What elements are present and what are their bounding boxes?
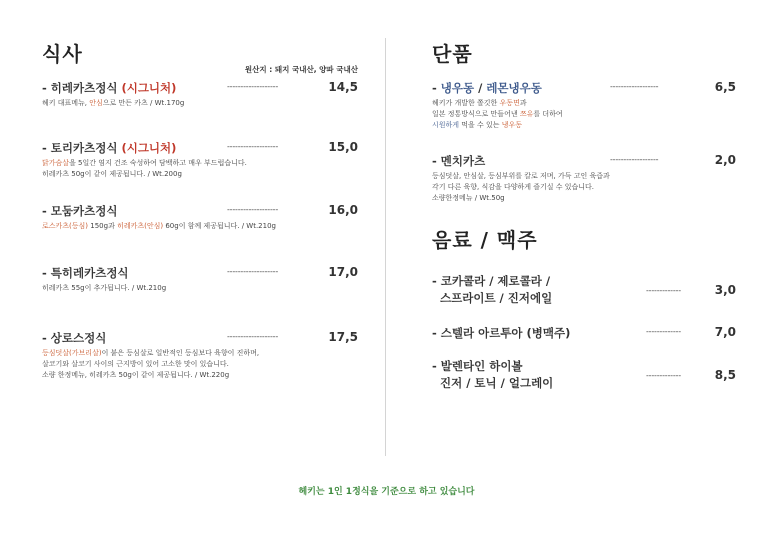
item-description — [42, 348, 358, 381]
description-text: 과 — [519, 99, 527, 107]
drink-price: 8,5 — [714, 368, 736, 382]
description-line — [42, 98, 358, 109]
origin-note: 원산지 : 돼지 국내산, 양파 국내산 — [244, 65, 358, 74]
description-text: 히레카츠 55g이 추가됩니다. / Wt.210g — [42, 284, 167, 292]
meal-name-text: 히레카츠정식 — [50, 81, 118, 95]
meal-name-text: 상로스정식 — [50, 331, 107, 345]
description-text: 등심덧살, 안심살, 등심부위를 칼로 저며, 가득 고인 육즙과 — [432, 172, 610, 180]
meal-name — [42, 330, 106, 346]
description-text: 이 붙은 등심살로 일반적인 등심보다 육향이 진하며, — [101, 349, 260, 357]
description-text: 안심 — [89, 99, 103, 107]
description-text: 히레카츠(안심) — [117, 222, 164, 230]
description-text: 살코기와 살코기 사이의 근지방이 있어 고소한 맛이 있습니다. — [42, 360, 229, 368]
description-line — [42, 158, 358, 169]
description-text: 으로 만든 카츠 / Wt.170g — [102, 99, 185, 107]
side-item — [432, 153, 736, 204]
meal-price: 17,5 — [328, 330, 358, 344]
side-list — [432, 80, 736, 204]
description-text: 를 더하여 — [533, 110, 563, 118]
description-line — [432, 182, 736, 193]
side-row — [432, 80, 736, 98]
drink-item — [432, 358, 736, 392]
meal-item — [42, 80, 358, 109]
price-leader: ------------------- — [227, 205, 279, 214]
description-text: 60g이 함께 제공됩니다. / Wt.210g — [163, 222, 276, 230]
price-leader: ------------------- — [227, 82, 279, 91]
meal-name-text: 특히레카츠정식 — [50, 266, 129, 280]
drink-name: 진저 / 토닉 / 얼그레이 — [432, 376, 554, 390]
item-dash: - — [432, 81, 441, 95]
signature-badge: (시그니처) — [121, 81, 177, 95]
description-text: 닭가슴살 — [42, 159, 70, 167]
meals-column — [42, 38, 358, 381]
drink-list — [432, 273, 736, 392]
price-leader: ------------- — [646, 286, 681, 295]
meal-row — [42, 265, 358, 283]
meal-item — [42, 140, 358, 180]
description-line — [432, 171, 736, 182]
drink-item — [432, 273, 736, 307]
description-text: 히레카츠 50g이 같이 제공됩니다. / Wt.200g — [42, 170, 182, 178]
drink-price: 3,0 — [714, 283, 736, 297]
description-text: 쯔유 — [519, 110, 534, 118]
description-line — [42, 370, 358, 381]
description-line — [42, 359, 358, 370]
description-text: 시원하게 — [432, 121, 460, 129]
item-dash: - — [42, 141, 51, 155]
description-text: 등심덧살(가브리살) — [42, 349, 102, 357]
meal-row — [42, 80, 358, 98]
price-leader: ------------------- — [227, 332, 279, 341]
drink-item — [432, 325, 736, 342]
description-text: 헤키 대표메뉴, — [42, 99, 90, 107]
description-text: 을 5일간 염지 건조 숙성하여 담백하고 매우 부드럽습니다. — [69, 159, 247, 167]
meal-name-text: 모둠카츠정식 — [50, 204, 118, 218]
meal-name — [42, 265, 129, 281]
side-price: 6,5 — [714, 80, 736, 94]
item-dash: - — [42, 81, 51, 95]
side-row — [432, 153, 736, 171]
meal-name — [42, 140, 176, 156]
side-price: 2,0 — [714, 153, 736, 167]
sides-title: 단품 — [432, 42, 473, 66]
item-description — [42, 158, 358, 180]
drinks-title: 음료 / 맥주 — [432, 228, 538, 252]
meal-price: 16,0 — [328, 203, 358, 217]
meals-title: 식사 — [42, 42, 83, 66]
meals-header — [42, 38, 358, 80]
sides-column — [432, 38, 736, 392]
meal-name — [42, 203, 117, 219]
description-line — [432, 193, 736, 204]
side-name-text: 냉우동 — [440, 81, 475, 95]
description-text: 일본 정통방식으로 만들어낸 — [432, 110, 520, 118]
item-dash: - — [42, 266, 51, 280]
description-line — [432, 109, 736, 120]
side-name-text: 레몬냉우동 — [486, 81, 542, 95]
description-line — [42, 283, 358, 294]
description-line — [432, 98, 736, 109]
side-name — [432, 153, 485, 169]
price-leader: ------------------- — [227, 142, 279, 151]
price-leader: ------------------- — [227, 267, 279, 276]
meal-item — [42, 265, 358, 294]
item-dash: - — [432, 154, 441, 168]
description-line — [42, 221, 358, 232]
item-description — [42, 221, 358, 232]
column-divider — [385, 38, 386, 456]
meal-list — [42, 80, 358, 381]
drink-price: 7,0 — [714, 325, 736, 339]
meal-name-text: 토리카츠정식 — [50, 141, 118, 155]
price-leader: ------------------ — [610, 155, 659, 164]
footer-note: 헤키는 1인 1정식을 기준으로 하고 있습니다 — [298, 487, 475, 497]
sides-header — [432, 38, 736, 80]
item-dash: - — [42, 204, 51, 218]
side-name — [432, 80, 542, 96]
meal-row — [42, 140, 358, 158]
meal-item — [42, 330, 358, 381]
description-text: 소량한정메뉴 / Wt.50g — [432, 194, 505, 202]
price-leader: ------------- — [646, 371, 681, 380]
meal-row — [42, 330, 358, 348]
description-text: 헤키가 개발한 쫄깃한 — [432, 99, 500, 107]
description-text: 냉우동 — [501, 121, 523, 129]
item-description — [432, 98, 736, 131]
meal-price: 15,0 — [328, 140, 358, 154]
drink-name: - 발렌타인 하이볼 — [432, 359, 523, 373]
drink-name: - 코카콜라 / 제로콜라 / — [432, 274, 551, 288]
description-text: 우동면 — [499, 99, 520, 107]
drink-name: 스프라이트 / 진저에일 — [432, 291, 553, 305]
signature-badge: (시그니처) — [121, 141, 177, 155]
meal-price: 17,0 — [328, 265, 358, 279]
description-text: 먹을 수 있는 — [459, 121, 502, 129]
item-dash: - — [42, 331, 51, 345]
side-name-text: / — [474, 81, 487, 95]
description-line — [432, 120, 736, 131]
description-text: 각기 다른 육향, 식감을 다양하게 즐기실 수 있습니다. — [432, 183, 595, 191]
side-item — [432, 80, 736, 131]
description-text: 로스카츠(등심) — [42, 222, 89, 230]
description-text: 소량 한정메뉴, 히레카츠 50g이 같이 제공됩니다. / Wt.220g — [42, 371, 230, 379]
description-line — [42, 169, 358, 180]
meal-price: 14,5 — [328, 80, 358, 94]
price-leader: ------------------ — [610, 82, 659, 91]
meal-name — [42, 80, 176, 96]
description-text: 150g과 — [88, 222, 118, 230]
item-description — [432, 171, 736, 204]
description-line — [42, 348, 358, 359]
meal-row — [42, 203, 358, 221]
item-description — [42, 283, 358, 294]
side-name-text: 멘치카츠 — [440, 154, 486, 168]
item-description — [42, 98, 358, 109]
meal-item — [42, 203, 358, 232]
price-leader: ------------- — [646, 327, 681, 336]
drink-name: - 스텔라 아르투아 (병맥주) — [432, 326, 571, 340]
